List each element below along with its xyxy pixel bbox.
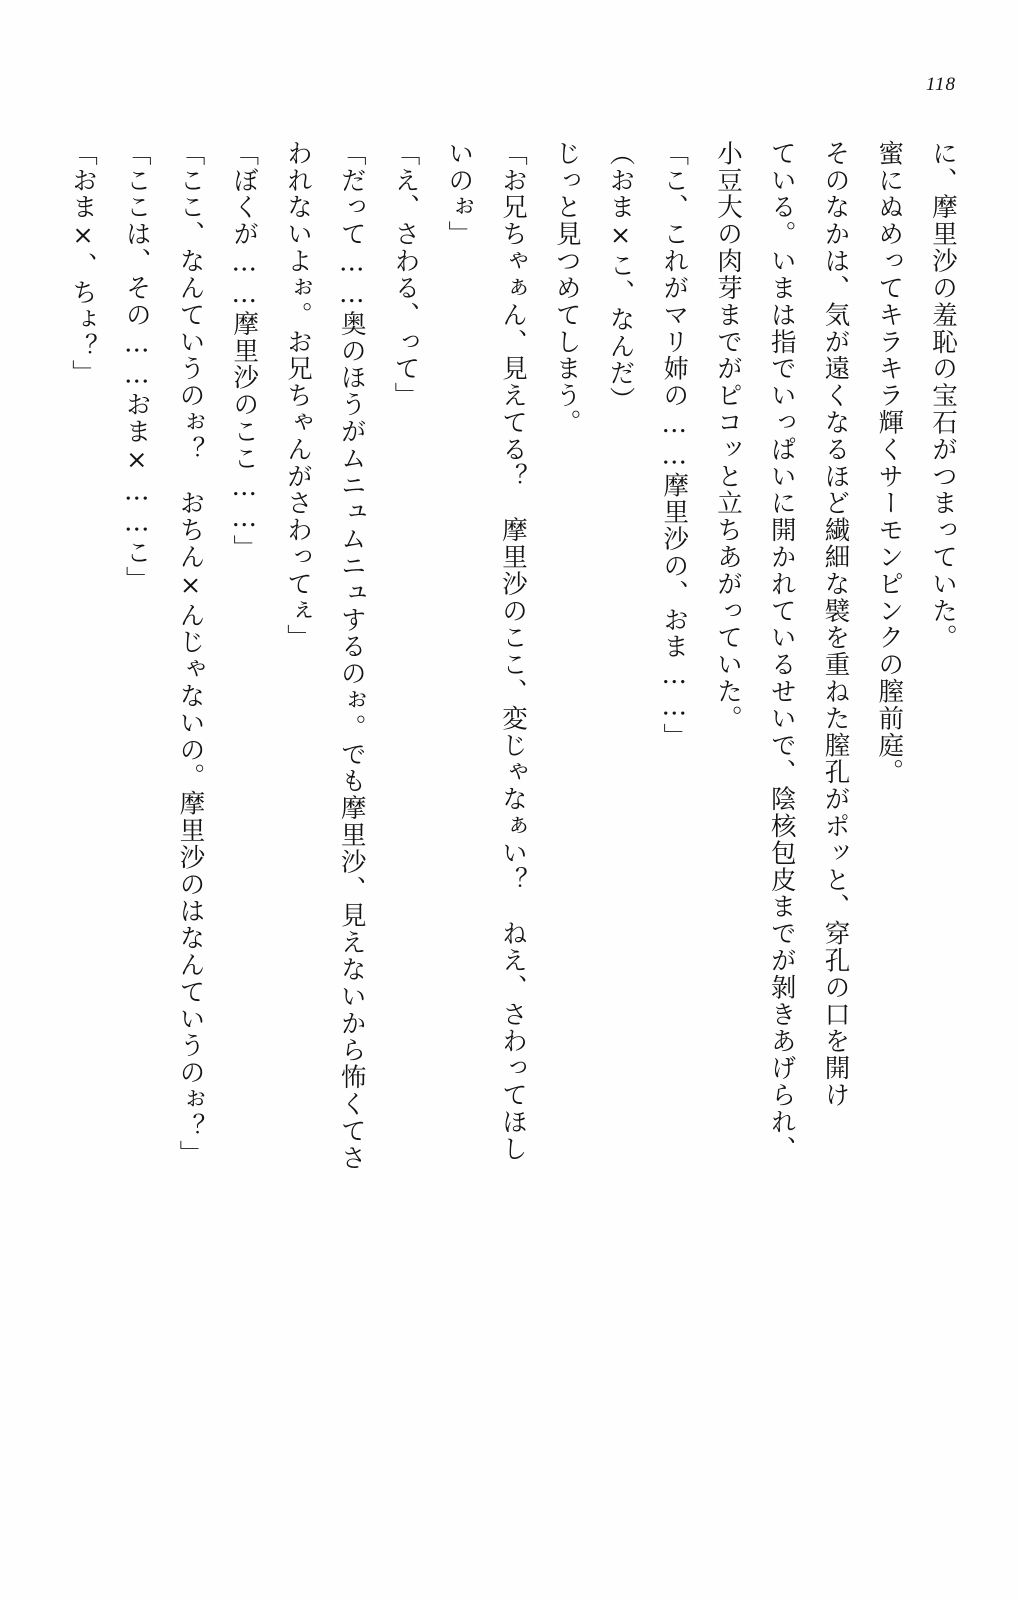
text-line: 蜜にぬめってキラキラ輝くサーモンピンクの膣前庭。 (874, 140, 905, 786)
page-number: 118 (925, 74, 956, 95)
text-line: 「ここ、なんていうのぉ？ おちん×んじゃないの。摩里沙のはなんていうのぉ？」 (175, 140, 206, 1167)
text-line: 「お兄ちゃぁん、見えてる？ 摩里沙のここ、変じゃなぁい？ ねえ、さわってほし (498, 140, 528, 1163)
text-line: 「え、さわる、って」 (390, 140, 421, 410)
text-line: われないよぉ。お兄ちゃんがさわってぇ」 (283, 140, 313, 652)
text-line: じっと見つめてしまう。 (551, 140, 582, 436)
text-line: 「ぼくが……摩里沙のここ……」 (229, 140, 260, 562)
text-line: に、摩里沙の羞恥の宝石がつまっていた。 (928, 140, 958, 652)
text-line: 「おま×、ちょ？」 (68, 140, 98, 387)
text-line: （おま×こ、なんだ） (605, 140, 636, 414)
text-line: 「こ、これがマリ姉の……摩里沙の、おま……」 (659, 140, 690, 750)
text-line: そのなかは、気が遠くなるほど繊細な襞を重ねた膣孔がポッと、穿孔の口を開け (820, 140, 851, 1109)
text-line: いのぉ」 (444, 140, 475, 248)
text-line: ている。いまは指でいっぱいに開かれているせいで、陰核包皮までが剝きあげられ、 (766, 140, 797, 1163)
text-line: 「だって……奥のほうがムニュムニュするのぉ。でも摩里沙、見えないから怖くてさ (336, 140, 367, 1172)
text-line: 「ここは、その……おま×……こ」 (121, 140, 152, 593)
text-line: 小豆大の肉芽までがピコッと立ちあがっていた。 (713, 140, 743, 732)
body-text (52, 140, 966, 1510)
